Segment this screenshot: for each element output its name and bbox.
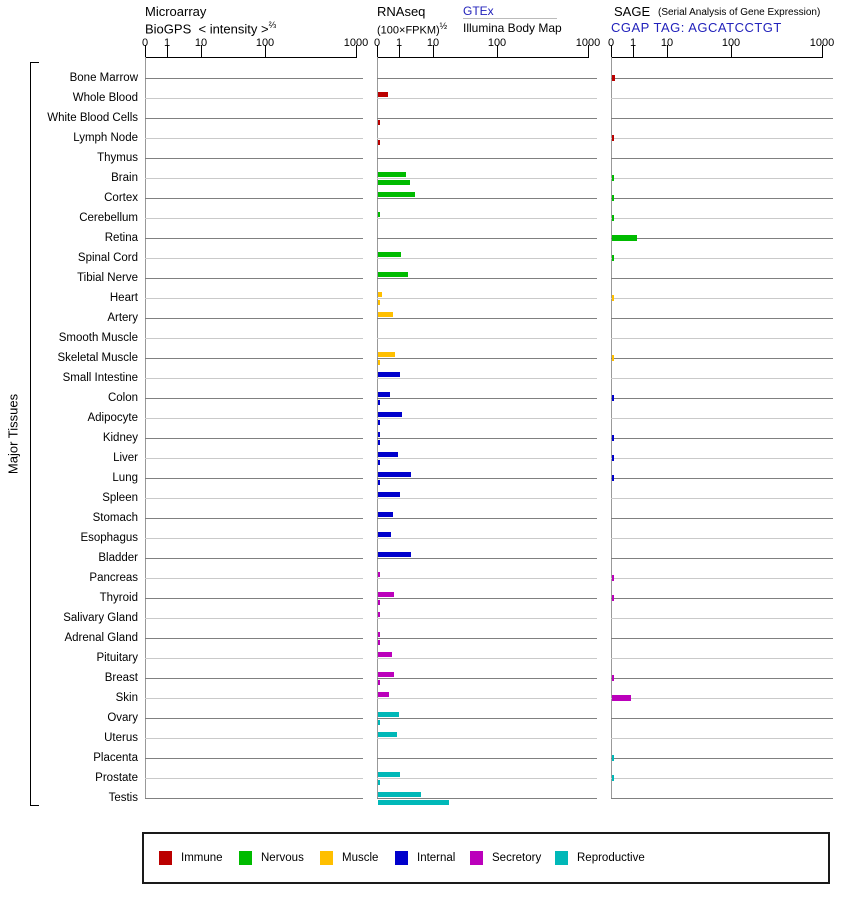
tissue-row-label: Liver <box>113 452 138 464</box>
row-line <box>145 418 363 419</box>
legend-label: Reproductive <box>577 852 645 864</box>
row-line <box>377 758 597 759</box>
panel-border-sage <box>611 57 612 799</box>
row-line <box>145 138 363 139</box>
row-line <box>377 378 597 379</box>
row-line <box>145 398 363 399</box>
sage-note: (Serial Analysis of Gene Expression) <box>658 7 821 18</box>
row-line <box>145 118 363 119</box>
rnaseq-gtex-bar <box>378 372 400 377</box>
tissue-row-label: Heart <box>109 292 138 304</box>
rnaseq-gtex-bar <box>378 592 394 597</box>
row-line <box>145 678 363 679</box>
muscle-swatch <box>320 851 333 865</box>
row-line <box>611 578 833 579</box>
rnaseq-illumina-bar <box>378 400 380 405</box>
rnaseq-exponent: ½ <box>439 21 448 31</box>
sage-bar <box>612 775 614 781</box>
tissue-row-label: Colon <box>107 392 138 404</box>
rnaseq-gtex-bar <box>378 572 380 577</box>
row-line <box>377 538 597 539</box>
row-line <box>145 478 363 479</box>
axis-tick-label-microarray: 0 <box>141 37 149 49</box>
row-line <box>611 618 833 619</box>
axis-tick-label-rnaseq: 0 <box>373 37 381 49</box>
tissue-row-label: Pituitary <box>96 652 138 664</box>
tissue-row-label: Cortex <box>104 192 138 204</box>
axis-tick-label-rnaseq: 1000 <box>575 37 601 49</box>
legend-item-internal <box>395 851 455 865</box>
sage-bar <box>612 435 614 441</box>
row-line <box>377 778 597 779</box>
rnaseq-gtex-bar <box>378 612 380 617</box>
row-line <box>611 318 833 319</box>
row-line <box>611 538 833 539</box>
sage-bar <box>612 355 614 361</box>
row-line <box>377 198 597 199</box>
tissue-row-label: Lung <box>112 472 138 484</box>
rnaseq-gtex-bar <box>378 192 415 197</box>
gtex-link[interactable]: GTEx <box>463 4 494 18</box>
row-line <box>145 598 363 599</box>
row-line <box>611 98 833 99</box>
rnaseq-illumina-bar <box>378 680 380 685</box>
row-line <box>377 658 597 659</box>
legend-label: Secretory <box>492 852 542 864</box>
panel-border-rnaseq <box>377 57 378 799</box>
rnaseq-gtex-bar <box>378 732 397 737</box>
axis-line-microarray <box>145 57 357 58</box>
sage-bar <box>612 175 614 181</box>
legend-item-secretory <box>470 851 541 865</box>
rnaseq-title: RNAseq <box>377 4 426 19</box>
sage-bar <box>612 395 614 401</box>
sage-bar <box>612 215 614 221</box>
row-line <box>377 338 597 339</box>
row-line <box>611 558 833 559</box>
row-line <box>611 178 833 179</box>
row-line <box>145 258 363 259</box>
rnaseq-gtex-bar <box>378 452 398 457</box>
rnaseq-illumina-bar <box>378 120 380 125</box>
rnaseq-illumina-bar <box>378 720 380 725</box>
row-line <box>145 618 363 619</box>
microarray-title: Microarray <box>145 4 207 19</box>
row-line <box>145 798 363 799</box>
row-line <box>377 718 597 719</box>
rnaseq-gtex-bar <box>378 652 392 657</box>
cgap-tag-link[interactable]: CGAP TAG: AGCATCCTGT <box>611 20 782 35</box>
tissue-row-label: Whole Blood <box>72 92 138 104</box>
row-line <box>611 278 833 279</box>
rnaseq-gtex-bar <box>378 312 393 317</box>
legend-item-nervous <box>239 851 304 865</box>
nervous-swatch <box>239 851 252 865</box>
row-line <box>611 478 833 479</box>
rnaseq-illumina-bar <box>378 800 449 805</box>
row-line <box>145 758 363 759</box>
row-line <box>377 638 597 639</box>
rnaseq-gtex-bar <box>378 92 388 97</box>
row-line <box>377 318 597 319</box>
row-line <box>611 298 833 299</box>
row-line <box>611 198 833 199</box>
rnaseq-illumina-bar <box>378 480 380 485</box>
row-line <box>145 298 363 299</box>
row-line <box>377 78 597 79</box>
rnaseq-gtex-bar <box>378 212 380 217</box>
row-line <box>611 218 833 219</box>
tissue-row-label: Breast <box>104 672 138 684</box>
row-line <box>611 678 833 679</box>
rnaseq-illumina-bar <box>378 780 380 785</box>
rnaseq-illumina-bar <box>378 460 380 465</box>
row-line <box>377 678 597 679</box>
row-line <box>377 298 597 299</box>
legend-label: Muscle <box>342 852 379 864</box>
row-line <box>145 278 363 279</box>
row-line <box>145 438 363 439</box>
rnaseq-gtex-bar <box>378 172 406 177</box>
row-line <box>611 658 833 659</box>
row-line <box>611 698 833 699</box>
tissue-row-label: Ovary <box>107 712 138 724</box>
row-line <box>145 558 363 559</box>
row-line <box>611 458 833 459</box>
axis-tick-label-microarray: 100 <box>255 37 275 49</box>
legend-item-muscle <box>320 851 378 865</box>
row-line <box>611 598 833 599</box>
row-line <box>145 158 363 159</box>
legend-label: Nervous <box>261 852 304 864</box>
rnaseq-gtex-bar <box>378 672 394 677</box>
rnaseq-illumina-bar <box>378 420 380 425</box>
rnaseq-gtex-bar <box>378 552 411 557</box>
rnaseq-illumina-bar <box>378 640 380 645</box>
row-line <box>145 458 363 459</box>
axis-tick-label-sage: 10 <box>660 37 674 49</box>
row-line <box>377 158 597 159</box>
tissue-row-label: Placenta <box>93 752 138 764</box>
row-line <box>611 718 833 719</box>
sage-bar <box>612 455 614 461</box>
sage-title: SAGE <box>614 4 651 19</box>
row-line <box>611 138 833 139</box>
row-line <box>611 438 833 439</box>
tissue-row-label: Brain <box>111 172 138 184</box>
row-line <box>145 318 363 319</box>
tissue-row-label: Skeletal Muscle <box>57 352 138 364</box>
tissue-row-label: Thyroid <box>99 592 138 604</box>
rnaseq-illumina-bar <box>378 180 410 185</box>
rnaseq-gtex-bar <box>378 792 421 797</box>
row-line <box>145 498 363 499</box>
sage-bar <box>612 195 614 201</box>
panel-border-microarray <box>145 57 146 799</box>
rnaseq-gtex-bar <box>378 532 391 537</box>
row-line <box>611 158 833 159</box>
row-line <box>377 238 597 239</box>
microarray-source: BioGPS <box>145 21 192 37</box>
row-line <box>145 518 363 519</box>
row-line <box>611 518 833 519</box>
row-line <box>611 78 833 79</box>
rnaseq-measure: (100×FPKM)$^{\frac{1}{2}}$ <box>377 21 448 37</box>
tissue-row-label: White Blood Cells <box>47 112 138 124</box>
row-line <box>377 498 597 499</box>
row-line <box>377 418 597 419</box>
axis-tick-label-rnaseq: 100 <box>487 37 507 49</box>
axis-tick-label-rnaseq: 1 <box>395 37 403 49</box>
sage-bar <box>612 255 614 261</box>
axis-tick-label-microarray: 1000 <box>343 37 369 49</box>
row-line <box>145 538 363 539</box>
rnaseq-gtex-bar <box>378 352 395 357</box>
row-line <box>611 378 833 379</box>
tissue-row-label: Cerebellum <box>79 212 138 224</box>
tissue-row-label: Thymus <box>97 152 138 164</box>
rnaseq-illumina-bar <box>378 360 380 365</box>
row-line <box>377 478 597 479</box>
row-line <box>145 178 363 179</box>
tissue-row-label: Uterus <box>104 732 138 744</box>
tissue-row-label: Prostate <box>95 772 138 784</box>
tissue-row-label: Esophagus <box>80 532 138 544</box>
sage-bar <box>612 575 614 581</box>
row-line <box>145 198 363 199</box>
row-line <box>377 578 597 579</box>
sage-bar <box>612 75 615 81</box>
rnaseq-gtex-bar <box>378 432 380 437</box>
row-line <box>145 218 363 219</box>
row-line <box>377 518 597 519</box>
sage-bar <box>612 695 631 701</box>
rnaseq-gtex-bar <box>378 292 382 297</box>
axis-tick-label-microarray: 1 <box>163 37 171 49</box>
row-line <box>377 438 597 439</box>
tissue-row-label: Bone Marrow <box>69 72 138 84</box>
tissue-row-label: Smooth Muscle <box>58 332 138 344</box>
row-line <box>377 738 597 739</box>
rnaseq-illumina-bar <box>378 440 380 445</box>
row-line <box>145 98 363 99</box>
tissue-row-label: Lymph Node <box>73 132 138 144</box>
tissue-row-label: Salivary Gland <box>63 612 138 624</box>
axis-tick-label-sage: 1 <box>629 37 637 49</box>
tissue-row-label: Adipocyte <box>87 412 138 424</box>
microarray-exponent: ⅔ <box>268 20 277 30</box>
rnaseq-gtex-bar <box>378 772 400 777</box>
row-line <box>145 698 363 699</box>
row-line <box>611 358 833 359</box>
tissue-row-label: Spinal Cord <box>77 252 138 264</box>
row-line <box>145 738 363 739</box>
internal-swatch <box>395 851 408 865</box>
row-line <box>611 338 833 339</box>
row-line <box>145 718 363 719</box>
major-tissues-label: Major Tissues <box>5 393 21 475</box>
legend-label: Immune <box>181 852 223 864</box>
axis-tick-label-sage: 0 <box>607 37 615 49</box>
sage-bar <box>612 755 614 761</box>
row-line <box>377 218 597 219</box>
rnaseq-gtex-bar <box>378 392 390 397</box>
rnaseq-gtex-bar <box>378 692 389 697</box>
row-line <box>377 618 597 619</box>
row-line <box>377 118 597 119</box>
axis-tick-label-sage: 100 <box>721 37 741 49</box>
tissue-row-label: Kidney <box>102 432 138 444</box>
sage-bar <box>612 295 614 301</box>
axis-tick-label-rnaseq: 10 <box>426 37 440 49</box>
rnaseq-gtex-bar <box>378 252 401 257</box>
axis-line-rnaseq <box>377 57 589 58</box>
row-line <box>611 398 833 399</box>
row-line <box>145 238 363 239</box>
axis-tick-label-sage: 1000 <box>809 37 835 49</box>
secretory-swatch <box>470 851 483 865</box>
row-line <box>145 358 363 359</box>
tissue-row-label: Spleen <box>102 492 138 504</box>
tissue-row-label: Retina <box>104 232 138 244</box>
sage-bar <box>612 135 614 141</box>
axis-tick-label-microarray: 10 <box>194 37 208 49</box>
row-line <box>145 378 363 379</box>
row-line <box>377 178 597 179</box>
tissue-row-label: Stomach <box>92 512 138 524</box>
rnaseq-gtex-bar <box>378 272 408 277</box>
rnaseq-illumina-bar <box>378 600 380 605</box>
row-line <box>611 798 833 799</box>
sage-bar <box>612 235 637 241</box>
illumina-label: Illumina Body Map <box>463 21 562 35</box>
rnaseq-gtex-bar <box>378 492 400 497</box>
row-line <box>145 658 363 659</box>
sage-bar <box>612 675 614 681</box>
rnaseq-gtex-bar <box>378 632 380 637</box>
legend-item-immune <box>159 851 223 865</box>
tissue-row-label: Skin <box>115 692 138 704</box>
row-line <box>377 258 597 259</box>
row-line <box>377 398 597 399</box>
row-line <box>377 98 597 99</box>
row-line <box>145 778 363 779</box>
row-line <box>611 238 833 239</box>
rnaseq-illumina-bar <box>378 140 380 145</box>
tissue-row-label: Bladder <box>98 552 138 564</box>
row-line <box>145 638 363 639</box>
tissue-row-label: Small Intestine <box>62 372 138 384</box>
microarray-measure: < intensity > <box>198 21 269 37</box>
rnaseq-gtex-bar <box>378 512 393 517</box>
reproductive-swatch <box>555 851 568 865</box>
row-line <box>145 338 363 339</box>
row-line <box>377 278 597 279</box>
row-line <box>377 698 597 699</box>
legend-item-reproductive <box>555 851 645 865</box>
row-line <box>611 418 833 419</box>
rnaseq-illumina-bar <box>378 300 380 305</box>
sage-bar <box>612 595 614 601</box>
legend <box>142 832 830 884</box>
row-line <box>611 258 833 259</box>
row-line <box>611 778 833 779</box>
row-line <box>377 358 597 359</box>
tissue-row-label: Testis <box>108 792 138 804</box>
axis-line-sage <box>611 57 823 58</box>
row-line <box>611 758 833 759</box>
tissue-row-label: Pancreas <box>89 572 138 584</box>
row-line <box>145 78 363 79</box>
row-line <box>145 578 363 579</box>
tissue-row-label: Adrenal Gland <box>64 632 138 644</box>
sage-bar <box>612 475 614 481</box>
legend-label: Internal <box>417 852 456 864</box>
row-line <box>611 638 833 639</box>
rnaseq-gtex-bar <box>378 472 411 477</box>
rnaseq-gtex-bar <box>378 412 402 417</box>
immune-swatch <box>159 851 172 865</box>
tissue-row-label: Tibial Nerve <box>77 272 138 284</box>
tissue-row-label: Artery <box>107 312 138 324</box>
row-line <box>611 738 833 739</box>
row-line <box>377 558 597 559</box>
row-line <box>377 138 597 139</box>
row-line <box>377 598 597 599</box>
row-line <box>377 798 597 799</box>
row-line <box>611 498 833 499</box>
row-line <box>377 458 597 459</box>
row-line <box>611 118 833 119</box>
rnaseq-gtex-bar <box>378 712 399 717</box>
